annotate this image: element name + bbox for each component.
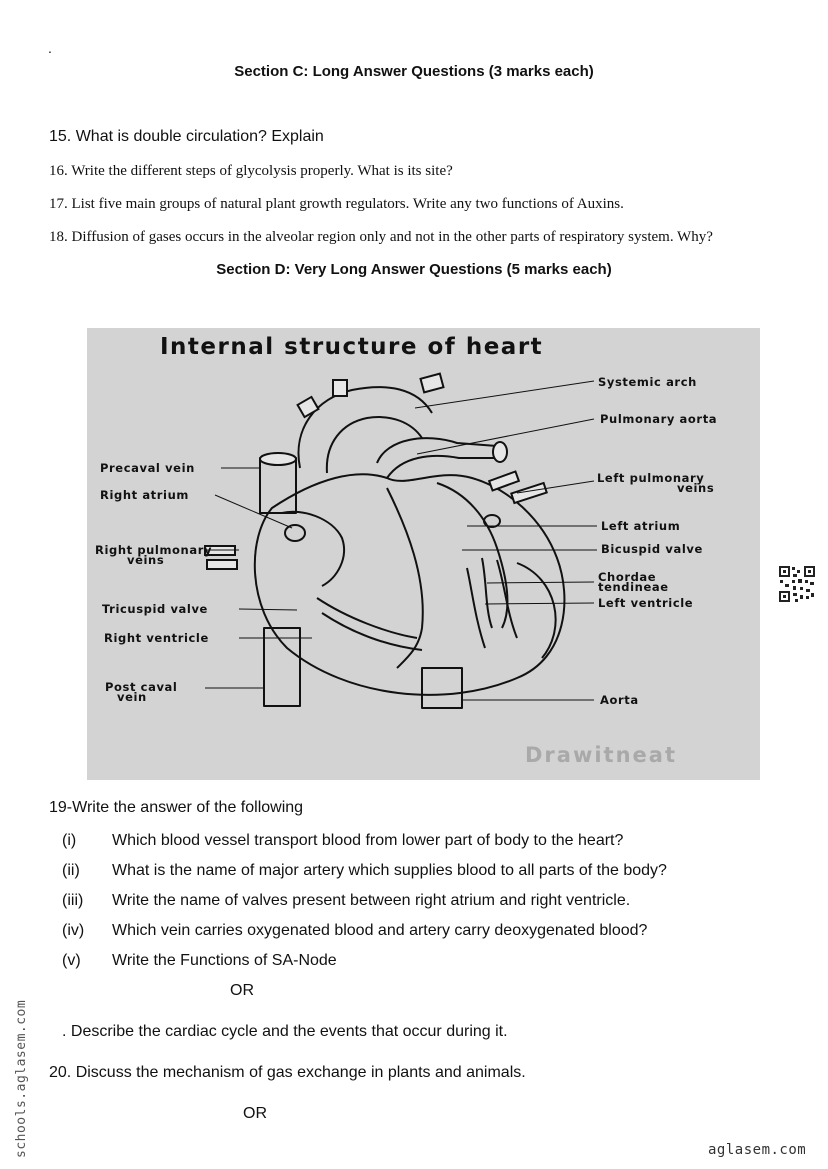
- section-d-heading: Section D: Very Long Answer Questions (5 marks each): [216, 261, 612, 278]
- label-left-ventricle: Left ventricle: [598, 596, 694, 610]
- q20-or: OR: [243, 1105, 267, 1122]
- label-chordae-tendineae-2: tendineae: [598, 580, 669, 594]
- footer-watermark: aglasem.com: [708, 1142, 807, 1158]
- question-17: 17. List five main groups of natural plant growth regulators. Write any two functions of Auxins.: [49, 196, 624, 212]
- q19-alternative: . Describe the cardiac cycle and the events that occur during it.: [62, 1023, 508, 1040]
- q19-item-5-text: Write the Functions of SA-Node: [112, 952, 337, 969]
- label-post-caval-vein-1: Post caval: [105, 680, 178, 694]
- label-right-ventricle: Right ventricle: [104, 631, 209, 645]
- heart-diagram-svg: [87, 328, 760, 780]
- section-c-heading: Section C: Long Answer Questions (3 marks each): [234, 63, 594, 80]
- question-16: 16. Write the different steps of glycolysis properly. What is its site?: [49, 163, 453, 179]
- q19-item-1-number: (i): [62, 832, 77, 849]
- q19-item-3-text: Write the name of valves present between right atrium and right ventricle.: [112, 892, 631, 909]
- label-post-caval-vein-2: vein: [117, 690, 147, 704]
- label-tricuspid-valve: Tricuspid valve: [102, 602, 208, 616]
- q19-item-2-text: What is the name of major artery which supplies blood to all parts of the body?: [112, 862, 667, 879]
- question-15: 15. What is double circulation? Explain: [49, 128, 324, 145]
- label-aorta: Aorta: [600, 693, 639, 707]
- label-precaval-vein: Precaval vein: [100, 461, 195, 475]
- label-systemic-arch: Systemic arch: [598, 375, 697, 389]
- label-left-pulmonary-veins-2: veins: [677, 481, 715, 495]
- diagram-watermark: Drawitneat: [525, 743, 677, 767]
- label-pulmonary-aorta: Pulmonary aorta: [600, 412, 718, 426]
- q19-item-4-number: (iv): [62, 922, 85, 939]
- q19-item-4-text: Which vein carries oxygenated blood and artery carry deoxygenated blood?: [112, 922, 648, 939]
- q19-item-3-number: (iii): [62, 892, 84, 909]
- side-watermark: schools.aglasem.com: [14, 999, 29, 1158]
- label-chordae-tendineae-1: Chordae: [598, 570, 657, 584]
- label-right-pulmonary-veins-1: Right pulmonary: [95, 543, 213, 557]
- question-20: 20. Discuss the mechanism of gas exchange in plants and animals.: [49, 1064, 526, 1081]
- q19-item-1-text: Which blood vessel transport blood from lower part of body to the heart?: [112, 832, 624, 849]
- question-19-intro: 19-Write the answer of the following: [49, 799, 304, 816]
- label-left-atrium: Left atrium: [601, 519, 681, 533]
- label-right-atrium: Right atrium: [100, 488, 189, 502]
- question-18: 18. Diffusion of gases occurs in the alveolar region only and not in the other parts of respiratory system. Why?: [49, 229, 713, 245]
- label-left-pulmonary-veins-1: Left pulmonary: [597, 471, 705, 485]
- qr-code-icon: [778, 565, 816, 603]
- dot-mark: .: [48, 40, 52, 56]
- q19-item-2-number: (ii): [62, 862, 80, 879]
- heart-illustration: [205, 374, 564, 708]
- q19-item-5-number: (v): [62, 952, 81, 969]
- diagram-title: Internal structure of heart: [160, 334, 544, 360]
- label-right-pulmonary-veins-2: veins: [127, 553, 165, 567]
- heart-diagram: [87, 328, 760, 780]
- q19-or: OR: [230, 982, 254, 999]
- label-bicuspid-valve: Bicuspid valve: [601, 542, 703, 556]
